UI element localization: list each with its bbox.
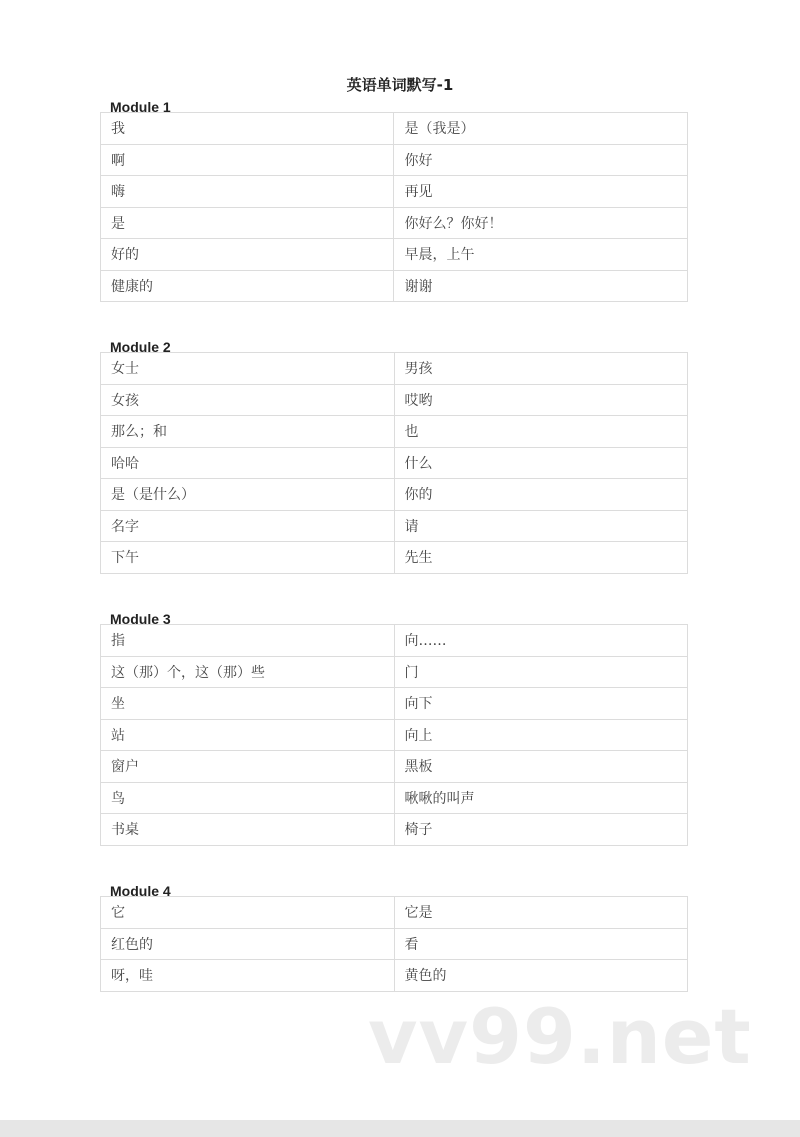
table-cell: 名字 [101,510,395,542]
table-row [101,960,688,992]
module-label: Module 1 [110,99,171,115]
table-row [101,782,688,814]
table-cell: 男孩 [394,353,688,385]
table-cell: 书桌 [101,814,395,846]
table-cell: 指 [101,625,395,657]
table-cell: 坐 [101,688,395,720]
table-row [101,719,688,751]
table-row [101,479,688,511]
vocab-table [100,352,688,574]
table-cell: 你的 [394,479,688,511]
table-cell: 黑板 [394,751,688,783]
table-cell: 它是 [394,897,688,929]
table-cell: 哈哈 [101,447,395,479]
vocab-table [100,112,688,302]
module-section [100,884,688,992]
module-label: Module 2 [110,339,171,355]
table-row [101,270,688,302]
table-cell: 也 [394,416,688,448]
table-cell: 看 [394,928,688,960]
table-cell: 你好么？你好！ [394,207,688,239]
table-row [101,688,688,720]
table-cell: 好的 [101,239,394,271]
table-cell: 椅子 [394,814,688,846]
table-cell: 是 [101,207,394,239]
table-cell: 健康的 [101,270,394,302]
table-cell: 向…… [394,625,688,657]
table-row [101,176,688,208]
module-section [100,100,688,302]
table-cell: 呀，哇 [101,960,395,992]
module-label: Module 3 [110,611,171,627]
table-row [101,928,688,960]
table-row [101,353,688,385]
table-row [101,113,688,145]
table-cell: 先生 [394,542,688,574]
table-cell: 早晨，上午 [394,239,688,271]
table-cell: 站 [101,719,395,751]
bottom-bar [0,1120,800,1137]
table-cell: 女孩 [101,384,395,416]
table-cell: 向上 [394,719,688,751]
table-cell: 啾啾的叫声 [394,782,688,814]
table-cell: 谢谢 [394,270,688,302]
table-cell: 是（我是） [394,113,688,145]
table-row [101,542,688,574]
table-cell: 窗户 [101,751,395,783]
page-title: 英语单词默写-1 [346,76,454,94]
table-cell: 哎哟 [394,384,688,416]
table-cell: 是（是什么） [101,479,395,511]
table-cell: 这（那）个，这（那）些 [101,656,395,688]
vocab-table [100,896,688,992]
table-cell: 下午 [101,542,395,574]
table-row [101,656,688,688]
table-row [101,510,688,542]
watermark: vv99.net [368,992,752,1081]
table-cell: 我 [101,113,394,145]
table-row [101,447,688,479]
vocab-table [100,624,688,846]
table-row [101,144,688,176]
table-cell: 向下 [394,688,688,720]
module-section [100,340,688,574]
table-row [101,625,688,657]
table-row [101,897,688,929]
table-cell: 它 [101,897,395,929]
table-cell: 请 [394,510,688,542]
table-row [101,416,688,448]
table-cell: 女士 [101,353,395,385]
table-cell: 黄色的 [394,960,688,992]
table-cell: 你好 [394,144,688,176]
table-row [101,207,688,239]
table-row [101,751,688,783]
table-row [101,239,688,271]
table-cell: 再见 [394,176,688,208]
table-cell: 嗨 [101,176,394,208]
table-cell: 门 [394,656,688,688]
table-cell: 什么 [394,447,688,479]
table-cell: 那么；和 [101,416,395,448]
table-row [101,814,688,846]
table-cell: 红色的 [101,928,395,960]
module-section [100,612,688,846]
module-label: Module 4 [110,883,171,899]
table-row [101,384,688,416]
table-cell: 鸟 [101,782,395,814]
table-cell: 啊 [101,144,394,176]
